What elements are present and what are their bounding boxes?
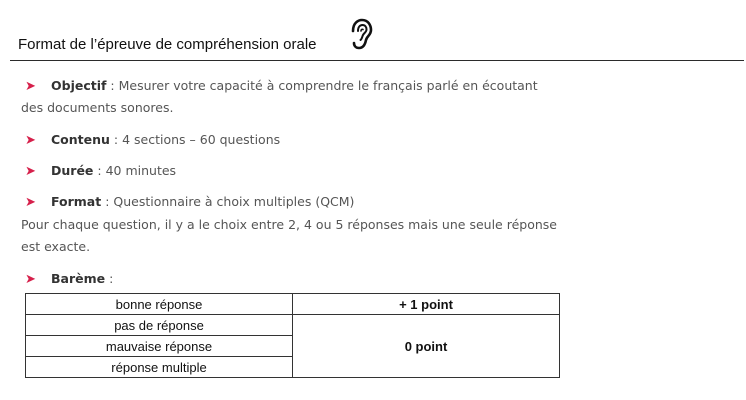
table-cell: + 1 point [293, 294, 560, 315]
item-bareme [21, 268, 113, 291]
item-text: : Questionnaire à choix multiples (QCM) [101, 194, 355, 209]
item-objectif [21, 75, 538, 98]
table-cell: bonne réponse [26, 294, 293, 315]
title-row [18, 14, 738, 58]
item-contenu [21, 129, 280, 152]
item-text: : Mesurer votre capacité à comprendre le français parlé en écoutant [106, 78, 538, 93]
table-row [26, 315, 560, 336]
bullet-arrow-icon: ➤ [25, 195, 36, 210]
table-cell: réponse multiple [26, 357, 293, 378]
item-continuation: Pour chaque question, il y a le choix entre 2, 4 ou 5 réponses mais une seule réponse [21, 217, 557, 232]
item-continuation: des documents sonores. [21, 100, 174, 115]
item-text: : 40 minutes [93, 163, 177, 178]
item-duree [21, 160, 176, 183]
item-text: : [105, 271, 114, 286]
item-label: Contenu [51, 132, 110, 147]
item-label: Format [51, 194, 102, 209]
bullet-arrow-icon: ➤ [25, 79, 36, 94]
bullet-arrow-icon: ➤ [25, 133, 36, 148]
item-label: Durée [51, 163, 94, 178]
page-title: Format de l’épreuve de compréhension orale [18, 36, 317, 53]
ear-icon [349, 18, 373, 50]
bullet-arrow-icon: ➤ [25, 272, 36, 287]
title-divider [10, 60, 744, 61]
table-cell: 0 point [293, 315, 560, 378]
table-row [26, 294, 560, 315]
bareme-table [25, 293, 560, 378]
bullet-arrow-icon: ➤ [25, 164, 36, 179]
table-cell: pas de réponse [26, 315, 293, 336]
table-cell: mauvaise réponse [26, 336, 293, 357]
item-label: Objectif [51, 78, 107, 93]
item-text: : 4 sections – 60 questions [109, 132, 281, 147]
item-label: Barème [51, 271, 106, 286]
item-continuation: est exacte. [21, 239, 91, 254]
item-format [21, 191, 354, 214]
